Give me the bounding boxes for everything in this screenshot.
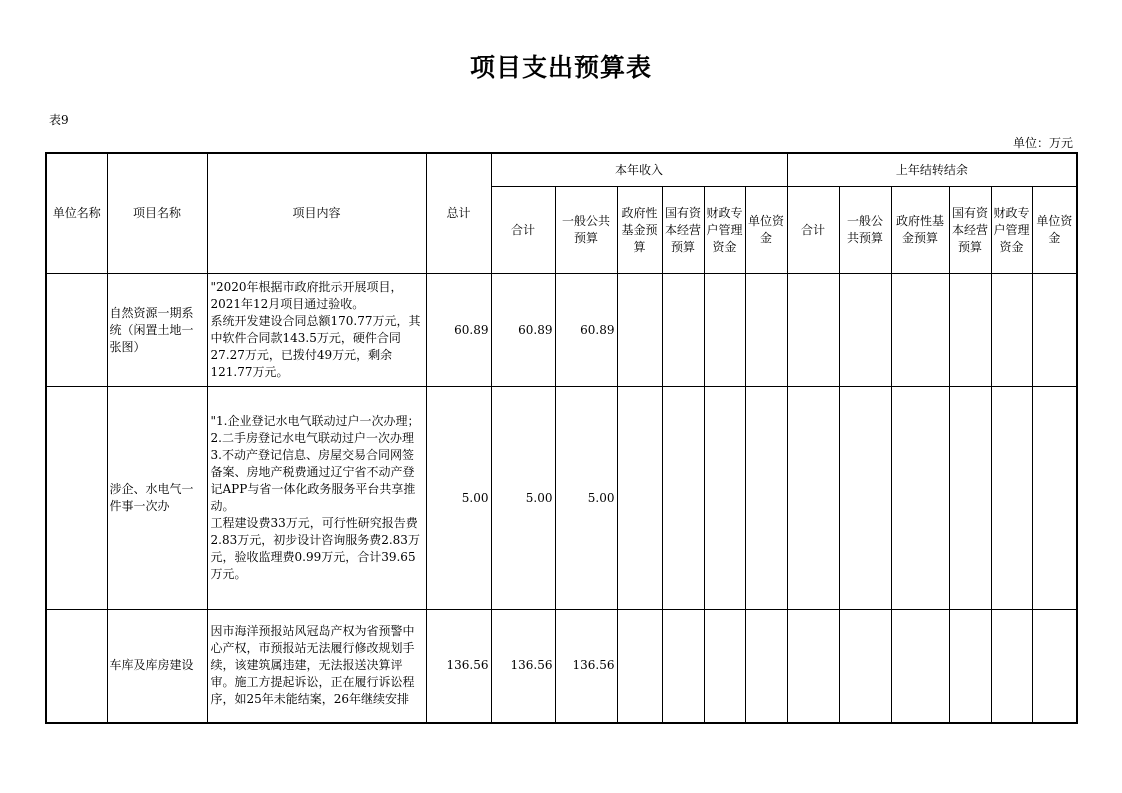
header-sub2-state-capital: 国有资本经营预算 bbox=[949, 187, 991, 274]
row-project-name: 涉企、水电气一件事一次办 bbox=[107, 387, 207, 610]
row-project-content: "1.企业登记水电气联动过户一次办理； 2.二手房登记水电气联动过户一次办理 3.不动产登记信息、房屋交易合同网签备案、房地产税费通过辽宁省不动产登记APP与省一体化政务服务平台共享推动。 工程建设费33万元，可行性研究报告费2.83万元，初步设计咨询服务费2.83万元，验收监理费0.99万元，合计39.65万元。 bbox=[207, 387, 426, 610]
row-sum: 60.89 bbox=[491, 274, 555, 387]
row-unit bbox=[46, 387, 107, 610]
row-total: 60.89 bbox=[426, 274, 491, 387]
row-sum: 5.00 bbox=[491, 387, 555, 610]
row-general: 60.89 bbox=[555, 274, 617, 387]
header-sub2-sum: 合计 bbox=[787, 187, 839, 274]
row-total: 136.56 bbox=[426, 610, 491, 723]
table-number: 表9 bbox=[49, 113, 69, 127]
header-sub2-fund: 政府性基金预算 bbox=[891, 187, 949, 274]
header-sub2-general: 一般公共预算 bbox=[839, 187, 891, 274]
page-title: 项目支出预算表 bbox=[469, 53, 652, 82]
header-sub-state-capital: 国有资本经营预算 bbox=[662, 187, 704, 274]
header-sub2-fiscal-account: 财政专户管理资金 bbox=[991, 187, 1032, 274]
row-sum: 136.56 bbox=[491, 610, 555, 723]
header-unit-name: 单位名称 bbox=[46, 153, 107, 274]
table-row bbox=[46, 610, 1077, 723]
header-sub-unit-fund: 单位资金 bbox=[745, 187, 787, 274]
row-project-name: 车库及库房建设 bbox=[107, 610, 207, 723]
row-project-content: "2020年根据市政府批示开展项目，2021年12月项目通过验收。 系统开发建设合同总额170.77万元，其中软件合同款143.5万元，硬件合同27.27万元，已拨付49万元，剩余121.77万元。 bbox=[207, 274, 426, 387]
header-project-content: 项目内容 bbox=[207, 153, 426, 274]
row-unit bbox=[46, 274, 107, 387]
row-general: 136.56 bbox=[555, 610, 617, 723]
row-total: 5.00 bbox=[426, 387, 491, 610]
header-sub-fiscal-account: 财政专户管理资金 bbox=[704, 187, 745, 274]
table-row bbox=[46, 387, 1077, 610]
table-row bbox=[46, 274, 1077, 387]
header-project-name: 项目名称 bbox=[107, 153, 207, 274]
row-project-name: 自然资源一期系统（闲置土地一张图） bbox=[107, 274, 207, 387]
header-carryover: 上年结转结余 bbox=[787, 153, 1077, 187]
header-sub2-unit-fund: 单位资金 bbox=[1032, 187, 1077, 274]
header-sub-general: 一般公共预算 bbox=[555, 187, 617, 274]
row-project-content: 因市海洋预报站风冠岛产权为省预警中心产权，市预报站无法履行修改规划手续，该建筑属违建，无法报送决算评审。施工方提起诉讼，正在履行诉讼程序，如25年未能结案，26年继续安排 bbox=[207, 610, 426, 723]
header-sub-fund: 政府性基金预算 bbox=[617, 187, 662, 274]
row-general: 5.00 bbox=[555, 387, 617, 610]
header-sub-sum: 合计 bbox=[491, 187, 555, 274]
header-current-income: 本年收入 bbox=[491, 153, 787, 187]
budget-table bbox=[45, 152, 1078, 724]
header-total: 总计 bbox=[426, 153, 491, 274]
row-unit bbox=[46, 610, 107, 723]
unit-label: 单位：万元 bbox=[1012, 136, 1073, 150]
